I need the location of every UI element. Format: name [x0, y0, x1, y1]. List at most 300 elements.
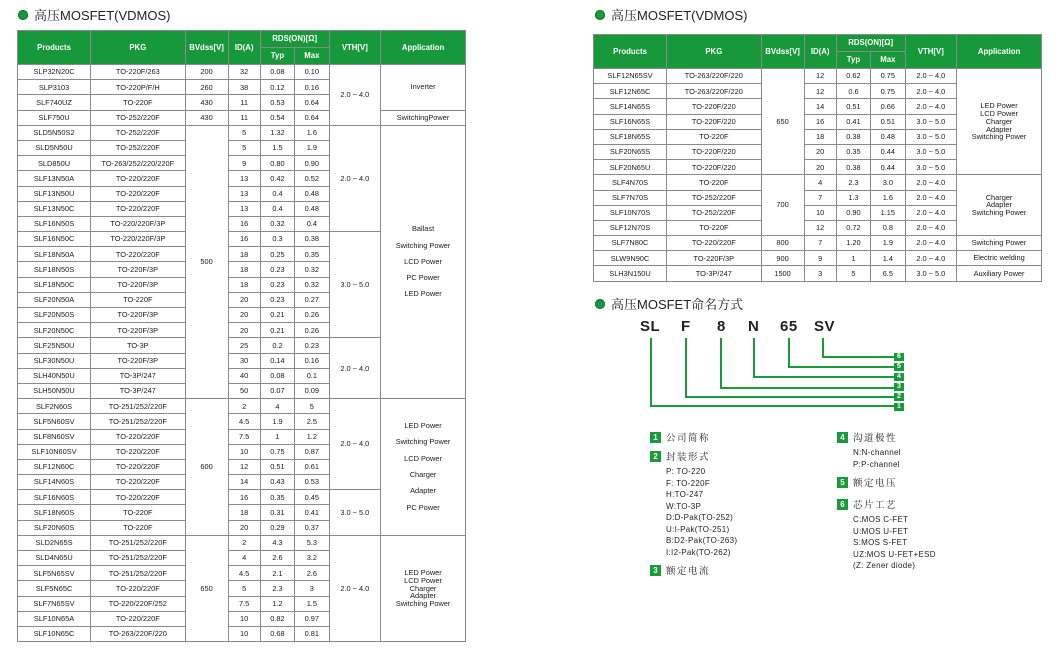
left-spec-table [17, 30, 466, 642]
id-cell: 25 [228, 338, 260, 353]
rds-typ-cell: 0.54 [260, 110, 294, 125]
legend-sub: W:TO-3P [666, 501, 702, 511]
bullet-icon [595, 10, 605, 20]
id-cell: 14 [804, 99, 836, 114]
legend-sub: P: TO-220 [666, 467, 706, 476]
id-cell: 20 [228, 520, 260, 535]
product-cell: SLF12N60C [18, 459, 91, 474]
pkg-cell: TO-220F [91, 292, 186, 307]
vth-cell: 3.0 ~ 5.0 [905, 160, 957, 175]
application-line: Switching Power [971, 132, 1027, 142]
id-cell: 16 [228, 490, 260, 505]
pkg-cell: TO-220/220F [91, 201, 186, 216]
connector-line [720, 338, 722, 389]
pkg-cell: TO-220F/3P [91, 323, 186, 338]
rds-max-cell: 6.5 [871, 266, 905, 281]
rds-typ-cell: 0.51 [260, 459, 294, 474]
legend-sub: I:I2-Pak(TO-262) [666, 547, 731, 557]
rds-typ-cell: 0.35 [836, 144, 870, 159]
naming-section-title [595, 294, 743, 313]
table-row [18, 399, 466, 414]
bvdss-cell: 260 [185, 80, 228, 95]
left-title-text: 高压MOSFET(VDMOS) [34, 8, 171, 23]
product-cell: SLF16N65S [594, 114, 667, 129]
vth-cell: 3.0 ~ 5.0 [905, 266, 957, 281]
rds-typ-cell: 0.42 [260, 171, 294, 186]
code-part-4: N [748, 318, 760, 335]
legend-item-1: 1 公司简称 [650, 430, 710, 444]
rds-typ-cell: 0.6 [836, 84, 870, 99]
bvdss-cell: 430 [185, 110, 228, 125]
rds-typ-cell: 0.38 [836, 129, 870, 144]
legend-sub: H:TO-247 [666, 490, 704, 499]
id-cell: 4 [228, 551, 260, 566]
header-rds: RDS(ON)[Ω] [260, 31, 329, 48]
id-cell: 20 [228, 308, 260, 323]
rds-max-cell: 0.87 [295, 444, 329, 459]
rds-max-cell: 0.81 [295, 626, 329, 641]
connector-line [720, 387, 894, 389]
rds-typ-cell: 0.75 [260, 444, 294, 459]
application-line: LCD Power [404, 453, 442, 463]
header-pkg: PKG [667, 35, 762, 69]
vth-cell: 3.0 ~ 5.0 [329, 232, 381, 338]
product-cell: SLH3N150U [594, 266, 667, 281]
connector-line [650, 338, 652, 407]
application-line: Ballast [411, 224, 435, 234]
application-line: LCD Power [404, 575, 442, 585]
pkg-cell: TO-220F/3P [91, 353, 186, 368]
legend-sub: D:D-Pak(TO-252) [666, 513, 734, 522]
rds-typ-cell: 1 [836, 251, 870, 266]
rds-max-cell: 0.37 [295, 520, 329, 535]
pkg-cell: TO-263/220F/220 [667, 69, 762, 84]
rds-max-cell: 5 [295, 399, 329, 414]
legend-sub: U:MOS U-FET [853, 526, 909, 536]
pkg-cell: TO-3P/247 [91, 368, 186, 383]
naming-title-text: 高压MOSFET命名方式 [611, 297, 744, 312]
rds-typ-cell: 0.51 [836, 99, 870, 114]
product-cell: SLF16N50S [18, 216, 91, 231]
application-cell [381, 399, 466, 536]
table-row [594, 175, 1042, 190]
number-box-4: 4 [894, 373, 904, 381]
rds-max-cell: 1.15 [871, 205, 905, 220]
rds-typ-cell: 0.72 [836, 220, 870, 235]
application-line: Charger [985, 192, 1013, 202]
application-cell [381, 65, 466, 111]
legend-sub: S:MOS S-FET [853, 538, 908, 547]
rds-typ-cell: 0.2 [260, 338, 294, 353]
rds-typ-cell: 0.90 [836, 205, 870, 220]
product-cell: SLD2N65S [18, 535, 91, 550]
id-cell: 10 [228, 626, 260, 641]
application-cell [381, 535, 466, 641]
application-line: Charger [409, 469, 437, 479]
id-cell: 18 [228, 505, 260, 520]
pkg-cell: TO-220F/3P [91, 262, 186, 277]
rds-typ-cell: 1.9 [260, 414, 294, 429]
pkg-cell: TO-220F/220 [667, 114, 762, 129]
bvdss-cell: 650 [761, 69, 804, 175]
header-bvdss: BVdss[V] [185, 31, 228, 65]
rds-typ-cell: 1.20 [836, 236, 870, 251]
id-cell: 12 [804, 69, 836, 84]
rds-typ-cell: 0.4 [260, 201, 294, 216]
header-pkg: PKG [91, 31, 186, 65]
connector-line [753, 338, 755, 378]
pkg-cell: TO-251/252/220F [91, 566, 186, 581]
application-cell [381, 110, 466, 125]
pkg-cell: TO-251/252/220F [91, 414, 186, 429]
id-cell: 20 [804, 144, 836, 159]
product-cell: SLF2N60S [18, 399, 91, 414]
rds-max-cell: 0.66 [871, 99, 905, 114]
pkg-cell: TO-252/220F [667, 205, 762, 220]
application-line: LED Power [980, 101, 1018, 111]
rds-max-cell: 0.61 [295, 459, 329, 474]
product-cell: SLF20N50C [18, 323, 91, 338]
rds-typ-cell: 0.08 [260, 368, 294, 383]
rds-max-cell: 0.16 [295, 353, 329, 368]
table-row [594, 251, 1042, 266]
table-row [594, 236, 1042, 251]
rds-max-cell: 0.27 [295, 292, 329, 307]
product-cell: SLF14N65S [594, 99, 667, 114]
rds-typ-cell: 0.23 [260, 277, 294, 292]
pkg-cell: TO-220/220F/252 [91, 596, 186, 611]
table-row [18, 535, 466, 550]
application-line: Adapter [986, 200, 1012, 210]
pkg-cell: TO-251/252/220F [91, 535, 186, 550]
id-cell: 16 [228, 232, 260, 247]
rds-typ-cell: 2.1 [260, 566, 294, 581]
pkg-cell: TO-263/220F/220 [667, 84, 762, 99]
connector-line [685, 396, 894, 398]
rds-typ-cell: 0.31 [260, 505, 294, 520]
id-cell: 20 [228, 323, 260, 338]
vth-cell: 3.0 ~ 5.0 [329, 490, 381, 536]
pkg-cell: TO-3P [91, 338, 186, 353]
id-cell: 3 [804, 266, 836, 281]
bullet-icon [18, 10, 28, 20]
rds-typ-cell: 0.29 [260, 520, 294, 535]
id-cell: 14 [228, 475, 260, 490]
product-cell: SLH50N50U [18, 383, 91, 398]
right-title-text: 高压MOSFET(VDMOS) [611, 8, 748, 23]
rds-max-cell: 0.90 [295, 156, 329, 171]
pkg-cell: TO-220/220F [91, 581, 186, 596]
rds-max-cell: 1.9 [295, 140, 329, 155]
id-cell: 16 [228, 216, 260, 231]
legend-sub: F: TO-220F [666, 478, 711, 488]
legend-sub: (Z: Zener diode) [853, 561, 916, 570]
rds-typ-cell: 0.35 [260, 490, 294, 505]
rds-max-cell: 0.1 [295, 368, 329, 383]
product-cell: SLF10N70S [594, 205, 667, 220]
legend-item-2: 2 封装形式 P: TO-220 F: TO-220F H:TO-247 W:TO-3P D:D-Pak(TO-252) U:I-Pak(TO-251) B:D2-Pak(TO-263) I:I2-Pak(TO-262) [650, 449, 737, 558]
application-line: LCD Power [404, 256, 442, 266]
application-cell [957, 251, 1042, 266]
pkg-cell: TO-220F [667, 220, 762, 235]
product-cell: SLF18N60S [18, 505, 91, 520]
id-cell: 7.5 [228, 429, 260, 444]
rds-max-cell: 1.6 [295, 125, 329, 140]
id-cell: 11 [228, 95, 260, 110]
rds-max-cell: 1.4 [871, 251, 905, 266]
rds-typ-cell: 5 [836, 266, 870, 281]
id-cell: 12 [228, 459, 260, 474]
id-cell: 13 [228, 186, 260, 201]
header-application: Application [381, 31, 466, 65]
application-cell [957, 266, 1042, 281]
rds-typ-cell: 0.21 [260, 308, 294, 323]
rds-max-cell: 0.52 [295, 171, 329, 186]
product-cell: SLF13N50C [18, 201, 91, 216]
rds-max-cell: 0.48 [871, 129, 905, 144]
header-rds: RDS(ON)[Ω] [836, 35, 905, 52]
pkg-cell: TO-220F/263 [91, 65, 186, 80]
rds-max-cell: 0.44 [871, 160, 905, 175]
rds-typ-cell: 1.2 [260, 596, 294, 611]
id-cell: 12 [804, 84, 836, 99]
rds-max-cell: 0.44 [871, 144, 905, 159]
product-cell: SLD850U [18, 156, 91, 171]
application-line: SwitchingPower [396, 112, 450, 122]
product-cell: SLF4N70S [594, 175, 667, 190]
rds-typ-cell: 0.12 [260, 80, 294, 95]
id-cell: 10 [804, 205, 836, 220]
id-cell: 7 [804, 190, 836, 205]
pkg-cell: TO-220/220F [91, 459, 186, 474]
product-cell: SLF25N50U [18, 338, 91, 353]
id-cell: 2 [228, 399, 260, 414]
vth-cell: 3.0 ~ 5.0 [905, 114, 957, 129]
rds-typ-cell: 0.14 [260, 353, 294, 368]
application-line: Adapter [410, 486, 436, 496]
id-cell: 4.5 [228, 414, 260, 429]
pkg-cell: TO-252/220F [667, 190, 762, 205]
header-id: ID(A) [228, 31, 260, 65]
product-cell: SLF5N65SV [18, 566, 91, 581]
rds-typ-cell: 0.23 [260, 262, 294, 277]
product-cell: SLF20N50S [18, 308, 91, 323]
vth-cell: 2.0 ~ 4.0 [905, 190, 957, 205]
code-part-1: SL [640, 318, 661, 335]
rds-max-cell: 0.48 [295, 201, 329, 216]
rds-typ-cell: 0.25 [260, 247, 294, 262]
table-row [18, 125, 466, 140]
product-cell: SLF12N65C [594, 84, 667, 99]
header-products: Products [594, 35, 667, 69]
bvdss-cell: 650 [185, 535, 228, 641]
product-cell: SLF5N65C [18, 581, 91, 596]
id-cell: 18 [228, 247, 260, 262]
left-section-title [18, 5, 171, 24]
rds-max-cell: 0.26 [295, 308, 329, 323]
product-cell: SLF8N60SV [18, 429, 91, 444]
application-line: LCD Power [980, 109, 1018, 118]
pkg-cell: TO-3P/247 [667, 266, 762, 281]
application-line: Adapter [410, 591, 436, 601]
rds-typ-cell: 0.41 [836, 114, 870, 129]
table-row [594, 69, 1042, 84]
rds-max-cell: 0.8 [871, 220, 905, 235]
id-cell: 4.5 [228, 566, 260, 581]
application-line: PC Power [406, 502, 440, 512]
pkg-cell: TO-220/220F [91, 429, 186, 444]
pkg-cell: TO-220/220F [91, 186, 186, 201]
application-line: Switching Power [971, 208, 1027, 218]
product-cell: SLF18N50A [18, 247, 91, 262]
rds-typ-cell: 4 [260, 399, 294, 414]
rds-typ-cell: 4.3 [260, 535, 294, 550]
pkg-cell: TO-252/220F [91, 110, 186, 125]
id-cell: 32 [228, 65, 260, 80]
pkg-cell: TO-3P/247 [91, 383, 186, 398]
id-cell: 10 [228, 611, 260, 626]
product-cell: SLF10N65A [18, 611, 91, 626]
pkg-cell: TO-220/220F [91, 444, 186, 459]
id-cell: 11 [228, 110, 260, 125]
vth-cell: 2.0 ~ 4.0 [329, 399, 381, 490]
code-part-3: 8 [717, 318, 726, 335]
id-cell: 9 [804, 251, 836, 266]
rds-max-cell: 1.9 [871, 236, 905, 251]
rds-typ-cell: 2.6 [260, 551, 294, 566]
rds-max-cell: 0.64 [295, 95, 329, 110]
legend-sub: B:D2-Pak(TO-263) [666, 536, 738, 545]
product-cell: SLF12N70S [594, 220, 667, 235]
pkg-cell: TO-252/220F [91, 125, 186, 140]
legend-sub: C:MOS C-FET [853, 515, 909, 524]
vth-cell: 2.0 ~ 4.0 [905, 175, 957, 190]
product-cell: SLF740UZ [18, 95, 91, 110]
application-line: Inverter [410, 82, 436, 92]
legend-item-4: 4 沟道极性 N:N-channel P:P-channel [837, 430, 901, 470]
vth-cell: 2.0 ~ 4.0 [329, 338, 381, 399]
rds-max-cell: 0.26 [295, 323, 329, 338]
product-cell: SLF18N50S [18, 262, 91, 277]
header-products: Products [18, 31, 91, 65]
pkg-cell: TO-220F [667, 175, 762, 190]
rds-typ-cell: 1 [260, 429, 294, 444]
rds-max-cell: 1.2 [295, 429, 329, 444]
connector-line [788, 338, 790, 368]
number-box-6: 6 [894, 353, 904, 361]
connector-line [650, 405, 894, 407]
id-cell: 5 [228, 125, 260, 140]
id-cell: 20 [228, 292, 260, 307]
rds-max-cell: 0.10 [295, 65, 329, 80]
rds-max-cell: 0.64 [295, 110, 329, 125]
code-part-2: F [681, 318, 691, 335]
rds-typ-cell: 0.3 [260, 232, 294, 247]
pkg-cell: TO-220F [91, 95, 186, 110]
id-cell: 50 [228, 383, 260, 398]
rds-max-cell: 0.51 [871, 114, 905, 129]
application-line: LED Power [404, 568, 442, 578]
legend-sub: U:I-Pak(TO-251) [666, 524, 730, 534]
application-cell [381, 125, 466, 398]
code-part-5: 65 [780, 318, 798, 335]
application-line: Switching Power [395, 437, 451, 447]
rds-max-cell: 3 [295, 581, 329, 596]
number-box-5: 5 [894, 363, 904, 371]
legend-sub: P:P-channel [853, 459, 900, 469]
header-application: Application [957, 35, 1042, 69]
id-cell: 20 [804, 160, 836, 175]
legend-item-3: 3 额定电流 [650, 563, 710, 577]
id-cell: 40 [228, 368, 260, 383]
id-cell: 7 [804, 236, 836, 251]
rds-max-cell: 0.45 [295, 490, 329, 505]
header-typ: Typ [260, 48, 294, 65]
legend-sub: UZ:MOS U-FET+ESD [853, 549, 936, 559]
product-cell: SLF13N50A [18, 171, 91, 186]
product-cell: SLF16N50C [18, 232, 91, 247]
header-vth: VTH[V] [329, 31, 381, 65]
pkg-cell: TO-220/220F/3P [91, 232, 186, 247]
rds-max-cell: 0.75 [871, 84, 905, 99]
id-cell: 5 [228, 140, 260, 155]
vth-cell: 2.0 ~ 4.0 [329, 125, 381, 231]
bvdss-cell: 800 [761, 236, 804, 251]
vth-cell: 2.0 ~ 4.0 [905, 236, 957, 251]
number-box-1: 1 [894, 403, 904, 411]
header-bvdss: BVdss[V] [761, 35, 804, 69]
application-cell [957, 69, 1042, 175]
rds-typ-cell: 2.3 [260, 581, 294, 596]
application-line: Charger [985, 116, 1013, 126]
id-cell: 16 [804, 114, 836, 129]
id-cell: 5 [228, 581, 260, 596]
pkg-cell: TO-220F/3P [91, 277, 186, 292]
pkg-cell: TO-263/252/220/220F [91, 156, 186, 171]
product-cell: SLF20N65S [594, 144, 667, 159]
rds-typ-cell: 0.21 [260, 323, 294, 338]
product-cell: SLF13N50U [18, 186, 91, 201]
application-line: Electric welding [973, 253, 1025, 263]
product-cell: SLF20N50A [18, 292, 91, 307]
right-section-title [595, 5, 748, 24]
application-line: Switching Power [971, 238, 1027, 248]
rds-typ-cell: 0.4 [260, 186, 294, 201]
application-line: LED Power [404, 421, 442, 431]
product-cell: SLD4N65U [18, 551, 91, 566]
rds-max-cell: 0.4 [295, 216, 329, 231]
pkg-cell: TO-220/220F [667, 236, 762, 251]
header-id: ID(A) [804, 35, 836, 69]
rds-max-cell: 0.38 [295, 232, 329, 247]
application-line: Switching Power [395, 240, 451, 250]
product-cell: SLF16N60S [18, 490, 91, 505]
id-cell: 4 [804, 175, 836, 190]
rds-max-cell: 0.16 [295, 80, 329, 95]
pkg-cell: TO-220F [91, 505, 186, 520]
header-max: Max [871, 52, 905, 69]
table-row [18, 65, 466, 80]
rds-max-cell: 0.23 [295, 338, 329, 353]
id-cell: 18 [228, 262, 260, 277]
legend-item-6: 6 芯片工艺 C:MOS C-FET U:MOS U-FET S:MOS S-FET UZ:MOS U-FET+ESD (Z: Zener diode) [837, 497, 936, 572]
rds-typ-cell: 0.38 [836, 160, 870, 175]
rds-typ-cell: 0.08 [260, 65, 294, 80]
pkg-cell: TO-220F/220 [667, 144, 762, 159]
rds-max-cell: 0.97 [295, 611, 329, 626]
vth-cell: 2.0 ~ 4.0 [905, 220, 957, 235]
rds-max-cell: 0.09 [295, 383, 329, 398]
